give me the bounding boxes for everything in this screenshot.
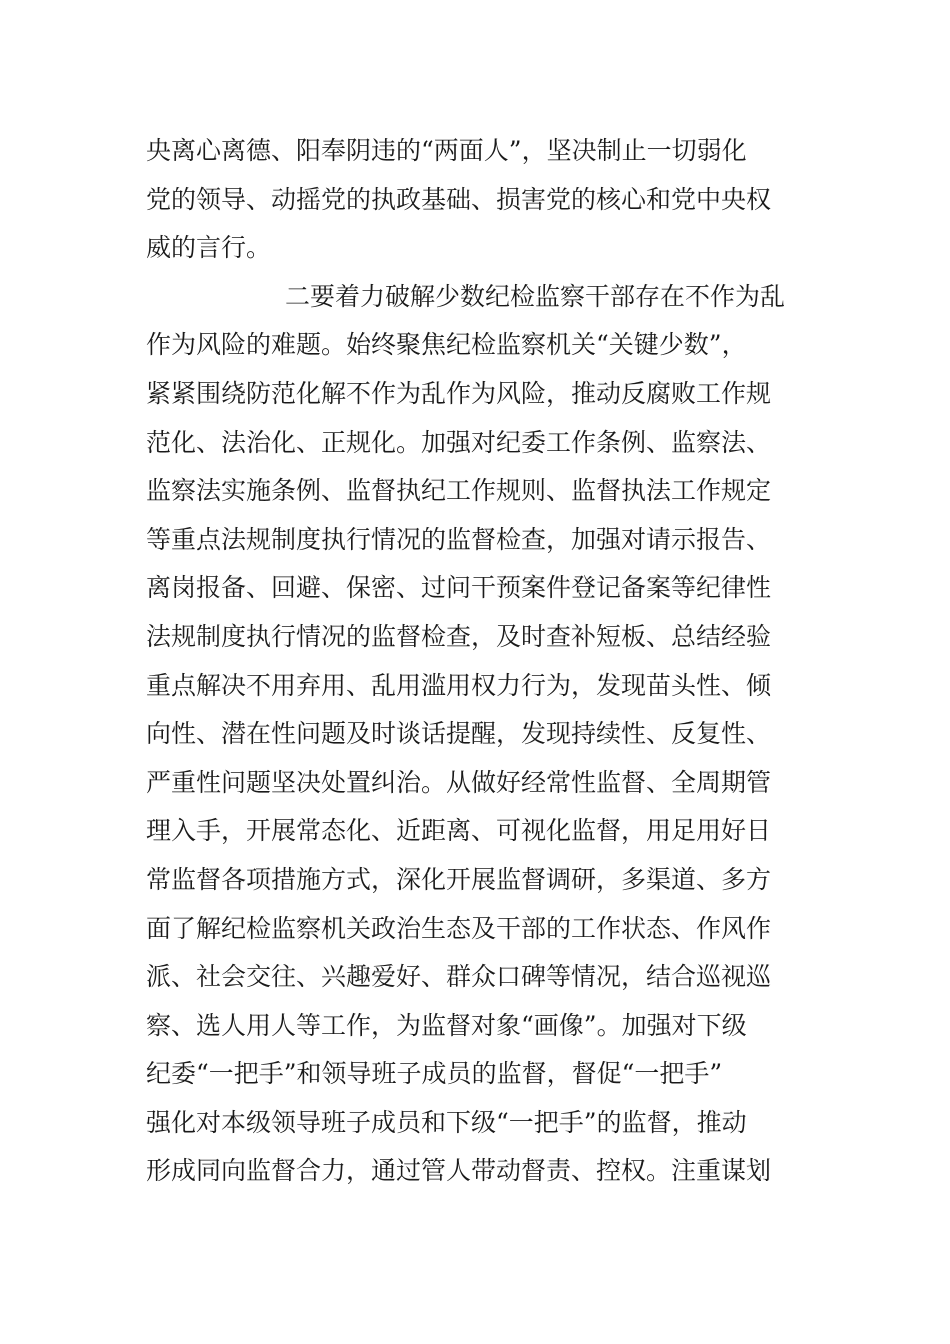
text-line: 离岗报备、回避、保密、过问干预案件登记备案等纪律性 [146,573,772,603]
text-line: 察、选人用人等工作，为监督对象“画像”。加强对下级 [146,1010,747,1040]
text-line: 紧紧围绕防范化解不作为乱作为风险，推动反腐败工作规 [146,378,772,408]
text-line: 范化、法治化、正规化。加强对纪委工作条例、监察法、 [146,427,772,457]
text-line: 监察法实施条例、监督执纪工作规则、监督执法工作规定 [146,476,772,506]
text-line: 常监督各项措施方式，深化开展监督调研，多渠道、多方 [146,864,772,894]
text-line: 强化对本级领导班子成员和下级“一把手”的监督，推动 [146,1107,747,1137]
text-line: 形成同向监督合力，通过管人带动督责、控权。注重谋划 [146,1156,772,1186]
text-line: 理入手，开展常态化、近距离、可视化监督，用足用好日 [146,816,772,846]
text-line: 法规制度执行情况的监督检查，及时查补短板、总结经验 [146,621,772,651]
text-line: 威的言行。 [146,233,272,263]
text-line: 派、社会交往、兴趣爱好、群众口碑等情况，结合巡视巡 [146,962,772,992]
text-line: 严重性问题坚决处置纠治。从做好经常性监督、全周期管 [146,767,772,797]
text-line: 向性、潜在性问题及时谈话提醒，发现持续性、反复性、 [146,719,772,749]
text-line: 重点解决不用弃用、乱用滥用权力行为，发现苗头性、倾 [146,670,772,700]
text-line: 等重点法规制度执行情况的监督检查，加强对请示报告、 [146,524,772,554]
text-line: 央离心离德、阳奉阴违的“两面人”，坚决制止一切弱化 [146,136,747,165]
text-line: 面了解纪检监察机关政治生态及干部的工作状态、作风作 [146,913,772,943]
text-line: 纪委“一把手”和领导班子成员的监督，督促“一把手” [146,1059,723,1089]
text-line: 党的领导、动摇党的执政基础、损害党的核心和党中央权 [146,184,772,214]
paragraph-start-line: 二要着力破解少数纪检监察干部存在不作为乱 [285,281,786,311]
text-line: 作为风险的难题。始终聚焦纪检监察机关“关键少数”， [146,330,747,360]
body-text [146,127,826,1196]
